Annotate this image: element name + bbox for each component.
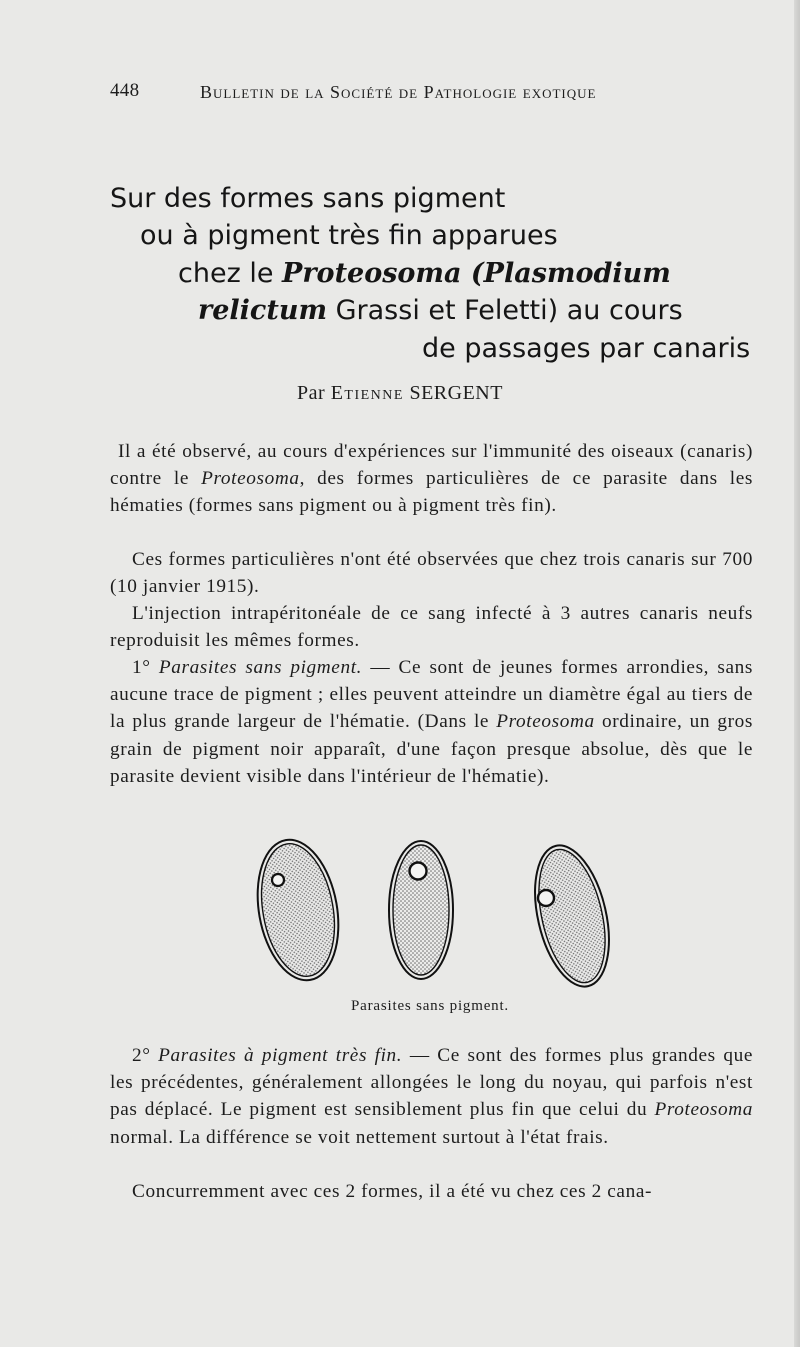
- paragraph-3: L'injection intrapéritonéale de ce sang infecté à 3 autres canaris neufs reproduisit les mêmes formes.: [110, 603, 753, 652]
- parasite-3: [538, 890, 554, 906]
- figure-parasites: [240, 832, 620, 1002]
- author-last-name: SERGENT: [409, 382, 503, 404]
- paragraph-1-text-a: Il a été observé, au cours d'expériences sur l'immunité des oiseaux (canaris) contre le: [110, 441, 753, 490]
- title-line-3-italic: Proteosoma (Plasmodium: [282, 258, 671, 289]
- byline: [0, 382, 800, 405]
- title-line-2: ou à pigment très fin apparues: [140, 220, 558, 251]
- paragraph-4-text-b: ordinaire, un gros grain de pigment noir apparaît, d'une façon presque absolue, dès que le parasite devient visible dans l'intérieur de l'hématie).: [110, 711, 753, 787]
- paragraph-5: [110, 1042, 753, 1151]
- red-cell-3: [523, 838, 620, 994]
- paragraph-4-italic: Proteosoma: [496, 711, 595, 733]
- title-line-4-italic: relictum: [198, 295, 328, 326]
- paragraph-2: Ces formes particulières n'ont été observées que chez trois canaris sur 700 (10 janvier 1915).: [110, 549, 753, 598]
- parasite-2: [410, 863, 427, 880]
- paragraph-5-text-a: — Ce sont des formes plus grandes que les précédentes, généralement allongées le long du noyau, qui parfois n'est pas déplacé. Le pigment est sensiblement plus fin que celui du: [110, 1045, 753, 1121]
- paragraph-5-heading: Parasites à pigment très fin.: [158, 1045, 403, 1066]
- paragraph-5-number: 2°: [132, 1045, 159, 1066]
- running-title: Bulletin de la Société de Pathologie exotique: [200, 82, 597, 102]
- byline-prefix: Par: [297, 382, 331, 404]
- paragraph-4: [110, 654, 753, 790]
- figure-drawing: [240, 832, 620, 1002]
- paragraph-1: [110, 438, 753, 520]
- page-number: 448: [110, 80, 140, 101]
- title-line-4: [198, 295, 683, 326]
- paragraph-1-italic: Proteosoma: [201, 468, 300, 490]
- paragraph-4-heading: Parasites sans pigment.: [158, 657, 363, 678]
- red-cell-2: [389, 841, 453, 979]
- paragraph-5-text-b: normal. La différence se voit nettement surtout à l'état frais.: [110, 1126, 609, 1148]
- title-line-3-pre: chez le: [178, 258, 283, 289]
- author-first-name: Etienne: [330, 382, 404, 404]
- paragraph-4-text-a: — Ce sont de jeunes formes arrondies, sans aucune trace de pigment ; elles peuvent atteindre un diamètre égal au tiers de la plus grande largeur de l'hématie. (Dans le: [110, 657, 753, 733]
- parasite-1: [272, 874, 284, 886]
- title-line-1: Sur des formes sans pigment: [110, 183, 506, 214]
- title-line-4-post: Grassi et Feletti) au cours: [327, 295, 683, 326]
- title-line-5: de passages par canaris: [422, 333, 751, 364]
- paragraph-6: Concurremment avec ces 2 formes, il a été vu chez ces 2 cana-: [132, 1181, 653, 1202]
- figure-caption: Parasites sans pigment.: [351, 998, 509, 1014]
- paragraph-4-number: 1°: [132, 657, 159, 678]
- paragraph-1-text-b: , des formes particulières de ce parasite dans les hématies (formes sans pigment ou à pigment très fin).: [110, 468, 753, 517]
- paragraph-5-italic: Proteosoma: [654, 1099, 753, 1121]
- red-cell-1: [247, 833, 348, 986]
- page-edge: [794, 0, 800, 1347]
- title-line-3: [178, 258, 671, 289]
